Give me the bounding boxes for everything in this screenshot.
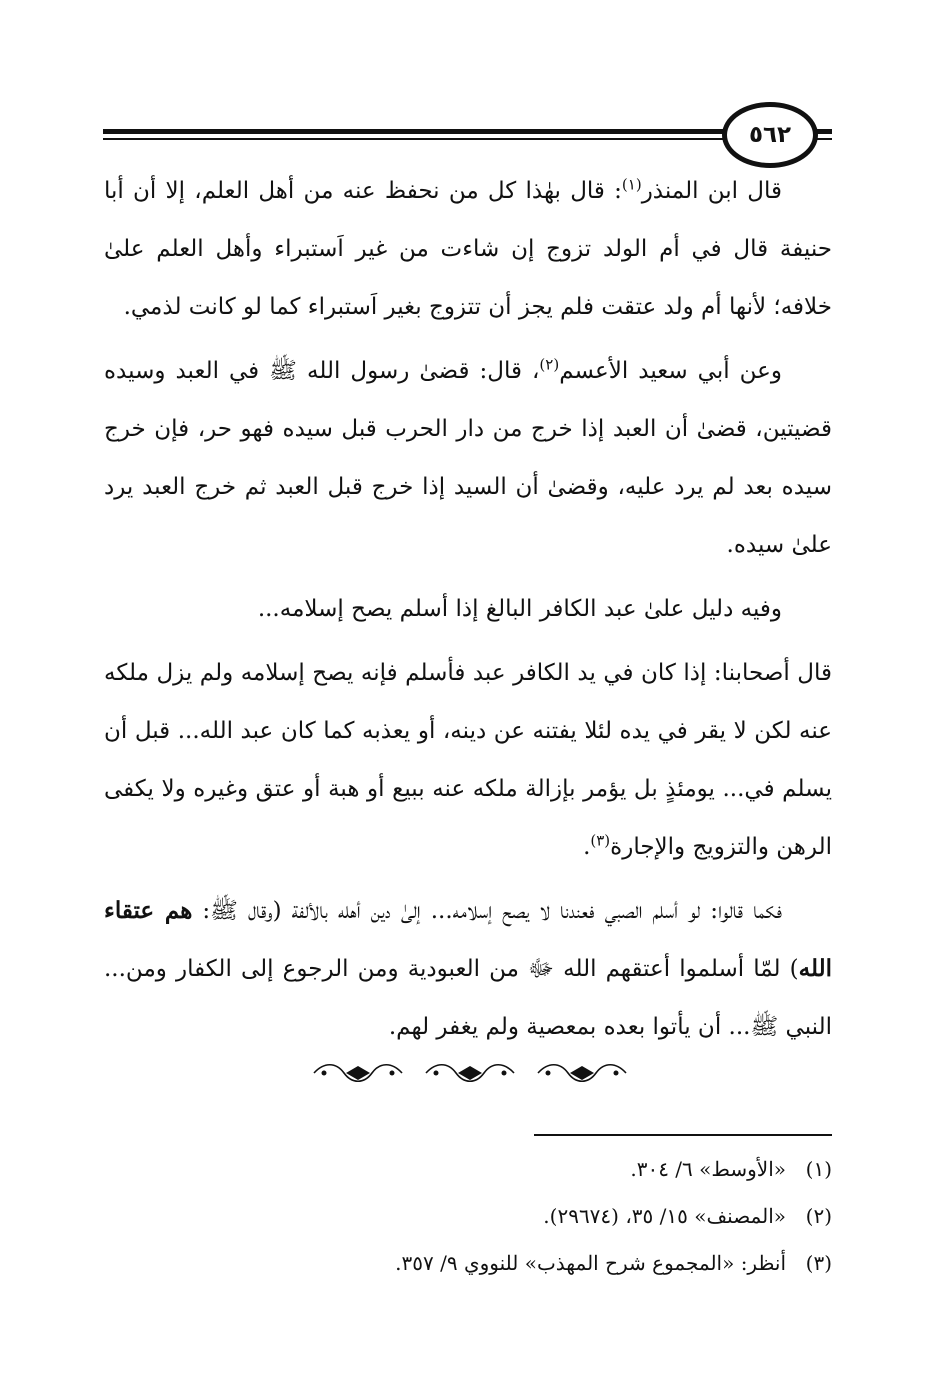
header-rule (103, 129, 743, 134)
paragraph-text: قال ابن المنذر (641, 178, 782, 204)
main-text (104, 162, 832, 1062)
paragraph-text: وعن أبي سعيد الأعسم (559, 358, 782, 384)
paragraph-text: ، قال: قضىٰ رسول الله ﷺ في العبد وسيده قضيتين، قضىٰ أن العبد إذا خرج من دار الحرب قبل سيده فهو حر، فإن خرج سيده بعد لم يرد عليه، وقضىٰ أن السيد إذا خرج قبل العبد ثم خرج العبد يرد علىٰ سيده. (104, 358, 832, 558)
paragraph-2 (104, 342, 832, 574)
paragraph-1 (104, 162, 832, 336)
footnote-text: أنظر: «المجموع شرح المهذب» للنووي ٩/ ٣٥٧. (395, 1251, 786, 1275)
paragraph-4 (104, 644, 832, 876)
paragraph-text: . (583, 834, 591, 860)
footnote-3 (104, 1240, 832, 1287)
decorative-divider-icon (310, 1058, 630, 1088)
paragraph-3: وفيه دليل علىٰ عبد الكافر البالغ إذا أسلم يصح إسلامه... (257, 596, 782, 622)
ornament-center-icon (422, 1060, 518, 1086)
footnote-2 (104, 1193, 832, 1240)
ornament-right-icon (534, 1060, 630, 1086)
paragraph-text: ) لمّا أسلموا أعتقهم الله ﷻ من العبودية ومن الرجوع إلى الكفار ومن... النبي ﷺ... أن يأتوا بعده بمعصية ولم يغفر لهم. (104, 956, 832, 1040)
paragraph-text: : قال بهٰذا كل من نحفظ عنه من أهل العلم، إلا أن أبا حنيفة قال في أم الولد تزوج إن شاءت من غير اَستبراء وأهل العلم علىٰ خلافه؛ لأنها أم ولد عتقت فلم يجز أن تتزوج بغير اَستبراء كما لو كانت لذمي. (104, 178, 832, 320)
footnote-ref-2[interactable]: (٢) (539, 355, 560, 374)
footnote-ref-1[interactable]: (١) (621, 175, 642, 194)
footnote-1 (104, 1146, 832, 1193)
paragraph-5 (104, 882, 832, 1056)
footnote-separator (534, 1134, 832, 1136)
page-number: ٥٦٢ (748, 122, 792, 148)
footnote-text: «الأوسط» ٦/ ٣٠٤. (630, 1157, 786, 1181)
paragraph-text: فكما قالوا: لو أسلم الصبي فعندنا لا يصح إسلامه... إلىٰ دين أهله بالألفة (وقال ﷺ: (192, 898, 782, 924)
page-header (0, 0, 938, 170)
footnote-text: «المصنف» ١٥/ ٣٥، (٢٩٦٧٤). (543, 1204, 786, 1228)
ornament-left-icon (310, 1060, 406, 1086)
page-number-badge (722, 102, 818, 168)
footnote-ref-3[interactable]: (٣) (590, 831, 611, 850)
bold-phrase: هم عتقاء الله (104, 897, 832, 982)
footnote-number: (٢) (805, 1204, 832, 1228)
header-rule-thin (103, 138, 743, 140)
paragraph-text: قال أصحابنا: إذا كان في يد الكافر عبد فأسلم فإنه يصح إسلامه ولم يزل ملكه عنه لكن لا يقر في يده لئلا يفتنه عن دينه، أو يعذبه كما كان عبد الله... قبل أن يسلم في... يومئذٍ بل يؤمر بإزالة ملكه عنه ببيع أو هبة أو عتق وغيره ولا يكفى الرهن والتزويج والإجارة (104, 660, 832, 860)
footnote-number: (١) (805, 1157, 832, 1181)
footnote-number: (٣) (805, 1251, 832, 1275)
footnotes (104, 1146, 832, 1287)
